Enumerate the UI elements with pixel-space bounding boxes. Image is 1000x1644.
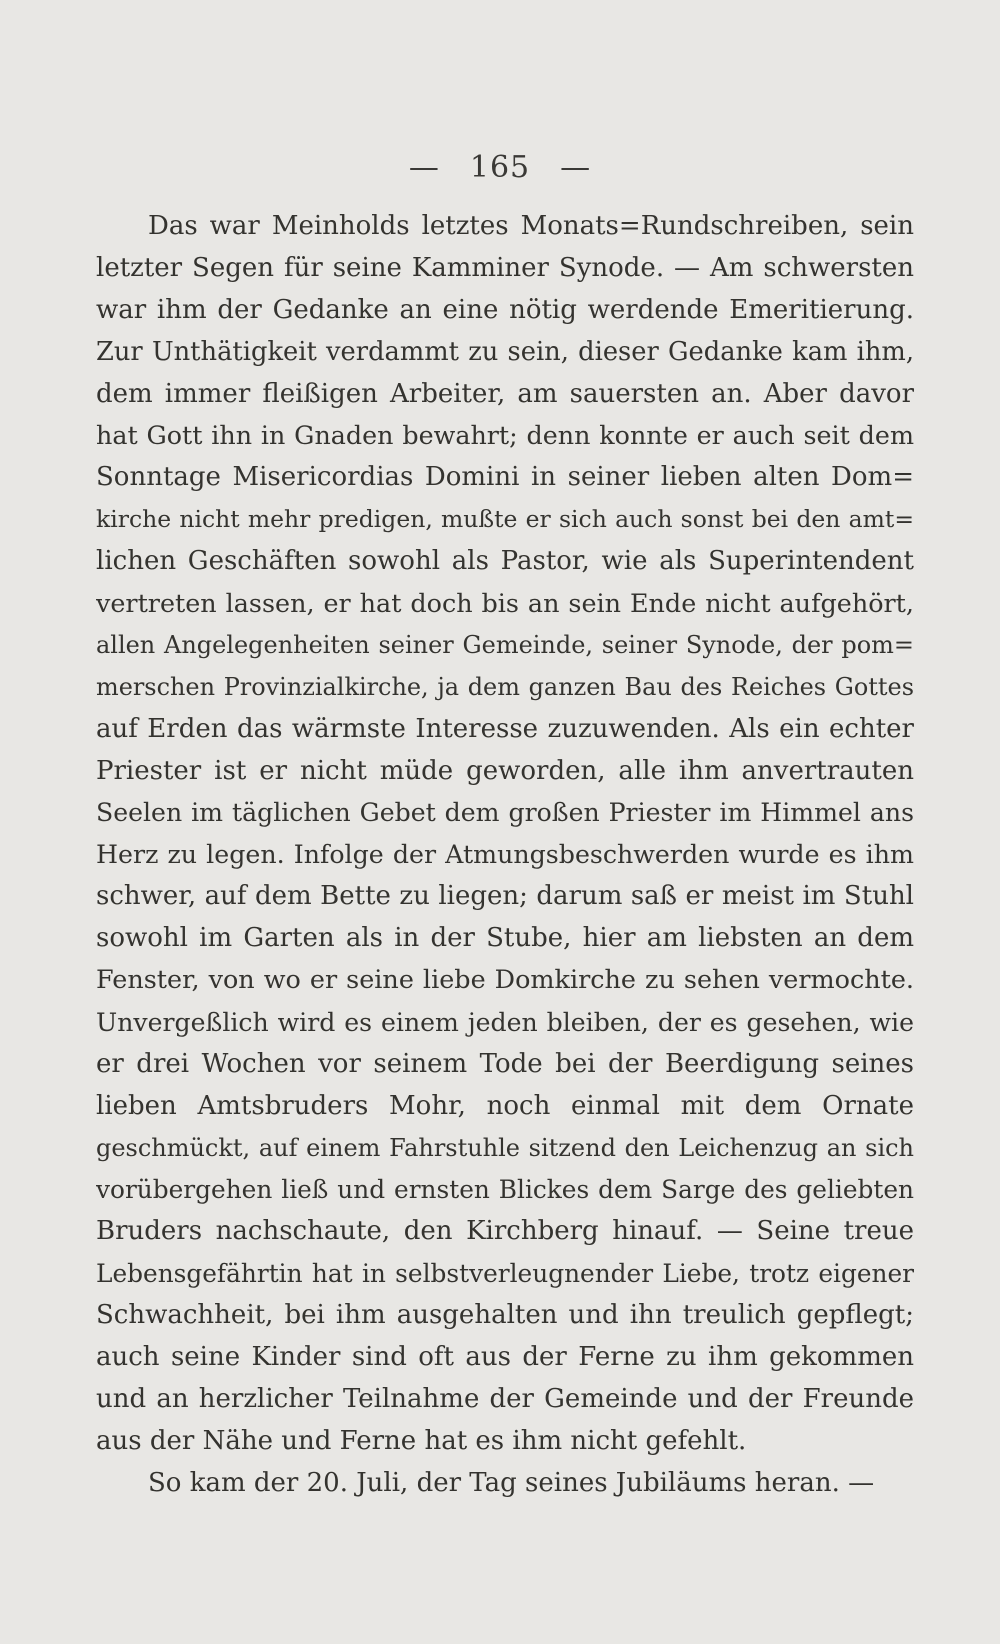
text-line: Schwachheit, bei ihm ausgehalten und ihn treulich gepflegt; <box>96 1300 914 1331</box>
text-line: aus der Nähe und Ferne hat es ihm nicht gefehlt. <box>96 1425 747 1456</box>
text-line: Lebensgefährtin hat in selbstverleugnender Liebe, trotz eigener <box>96 1259 914 1289</box>
text-line: merschen Provinzialkirche, ja dem ganzen Bau des Reiches Gottes <box>96 672 914 701</box>
header-dash-right: — <box>560 150 592 185</box>
text-line: hat Gott ihn in Gnaden bewahrt; denn konnte er auch seit dem <box>96 420 914 451</box>
text-line: geschmückt, auf einem Fahrstuhle sitzend den Leichenzug an sich <box>96 1133 914 1162</box>
text-line: Zur Unthätigkeit verdammt zu sein, dieser Gedanke kam ihm, <box>96 336 914 367</box>
text-line: vertreten lassen, er hat doch bis an sein Ende nicht aufgehört, <box>96 588 914 619</box>
text-line: lieben Amtsbruders Mohr, noch einmal mit dem Ornate <box>96 1090 914 1121</box>
text-line: So kam der 20. Juli, der Tag seines Jubiläums heran. — <box>148 1467 875 1498</box>
text-line: Fenster, von wo er seine liebe Domkirche zu sehen vermochte. <box>96 965 914 996</box>
text-line: sowohl im Garten als in der Stube, hier am liebsten an dem <box>96 923 914 954</box>
text-line: schwer, auf dem Bette zu liegen; darum saß er meist im Stuhl <box>96 881 914 912</box>
text-line: er drei Wochen vor seinem Tode bei der Beerdigung seines <box>96 1048 914 1079</box>
text-line: Priester ist er nicht müde geworden, alle ihm anvertrauten <box>96 755 914 786</box>
text-line: kirche nicht mehr predigen, mußte er sich auch sonst bei den amt= <box>96 505 914 534</box>
body-text <box>96 206 914 1505</box>
text-line: Bruders nachschaute, den Kirchberg hinauf. — Seine treue <box>96 1216 914 1247</box>
text-line: allen Angelegenheiten seiner Gemeinde, seiner Synode, der pom= <box>96 630 914 659</box>
text-line: Unvergeßlich wird es einem jeden bleiben, der es gesehen, wie <box>96 1007 914 1037</box>
text-line: war ihm der Gedanke an eine nötig werdende Emeritierung. <box>96 294 914 325</box>
page-number: 165 <box>469 150 531 185</box>
text-line: Das war Meinholds letztes Monats=Rundschreiben, sein <box>148 211 914 241</box>
text-line: Herz zu legen. Infolge der Atmungsbeschwerden wurde es ihm <box>96 840 914 870</box>
text-line: und an herzlicher Teilnahme der Gemeinde und der Freunde <box>96 1383 914 1414</box>
text-line: auf Erden das wärmste Interesse zuzuwenden. Als ein echter <box>96 713 914 744</box>
page-number-header <box>0 150 1000 185</box>
text-line: Seelen im täglichen Gebet dem großen Priester im Himmel ans <box>96 798 914 828</box>
text-line: letzter Segen für seine Kamminer Synode. — Am schwersten <box>96 252 914 283</box>
text-line: vorübergehen ließ und ernsten Blickes dem Sarge des geliebten <box>96 1175 914 1205</box>
text-line: auch seine Kinder sind oft aus der Ferne zu ihm gekommen <box>96 1342 914 1373</box>
text-line: Sonntage Misericordias Domini in seiner lieben alten Dom= <box>96 462 914 493</box>
header-dash-left: — <box>408 150 440 185</box>
text-line: lichen Geschäften sowohl als Pastor, wie als Superintendent <box>96 546 914 577</box>
text-line: dem immer fleißigen Arbeiter, am sauersten an. Aber davor <box>96 378 914 409</box>
